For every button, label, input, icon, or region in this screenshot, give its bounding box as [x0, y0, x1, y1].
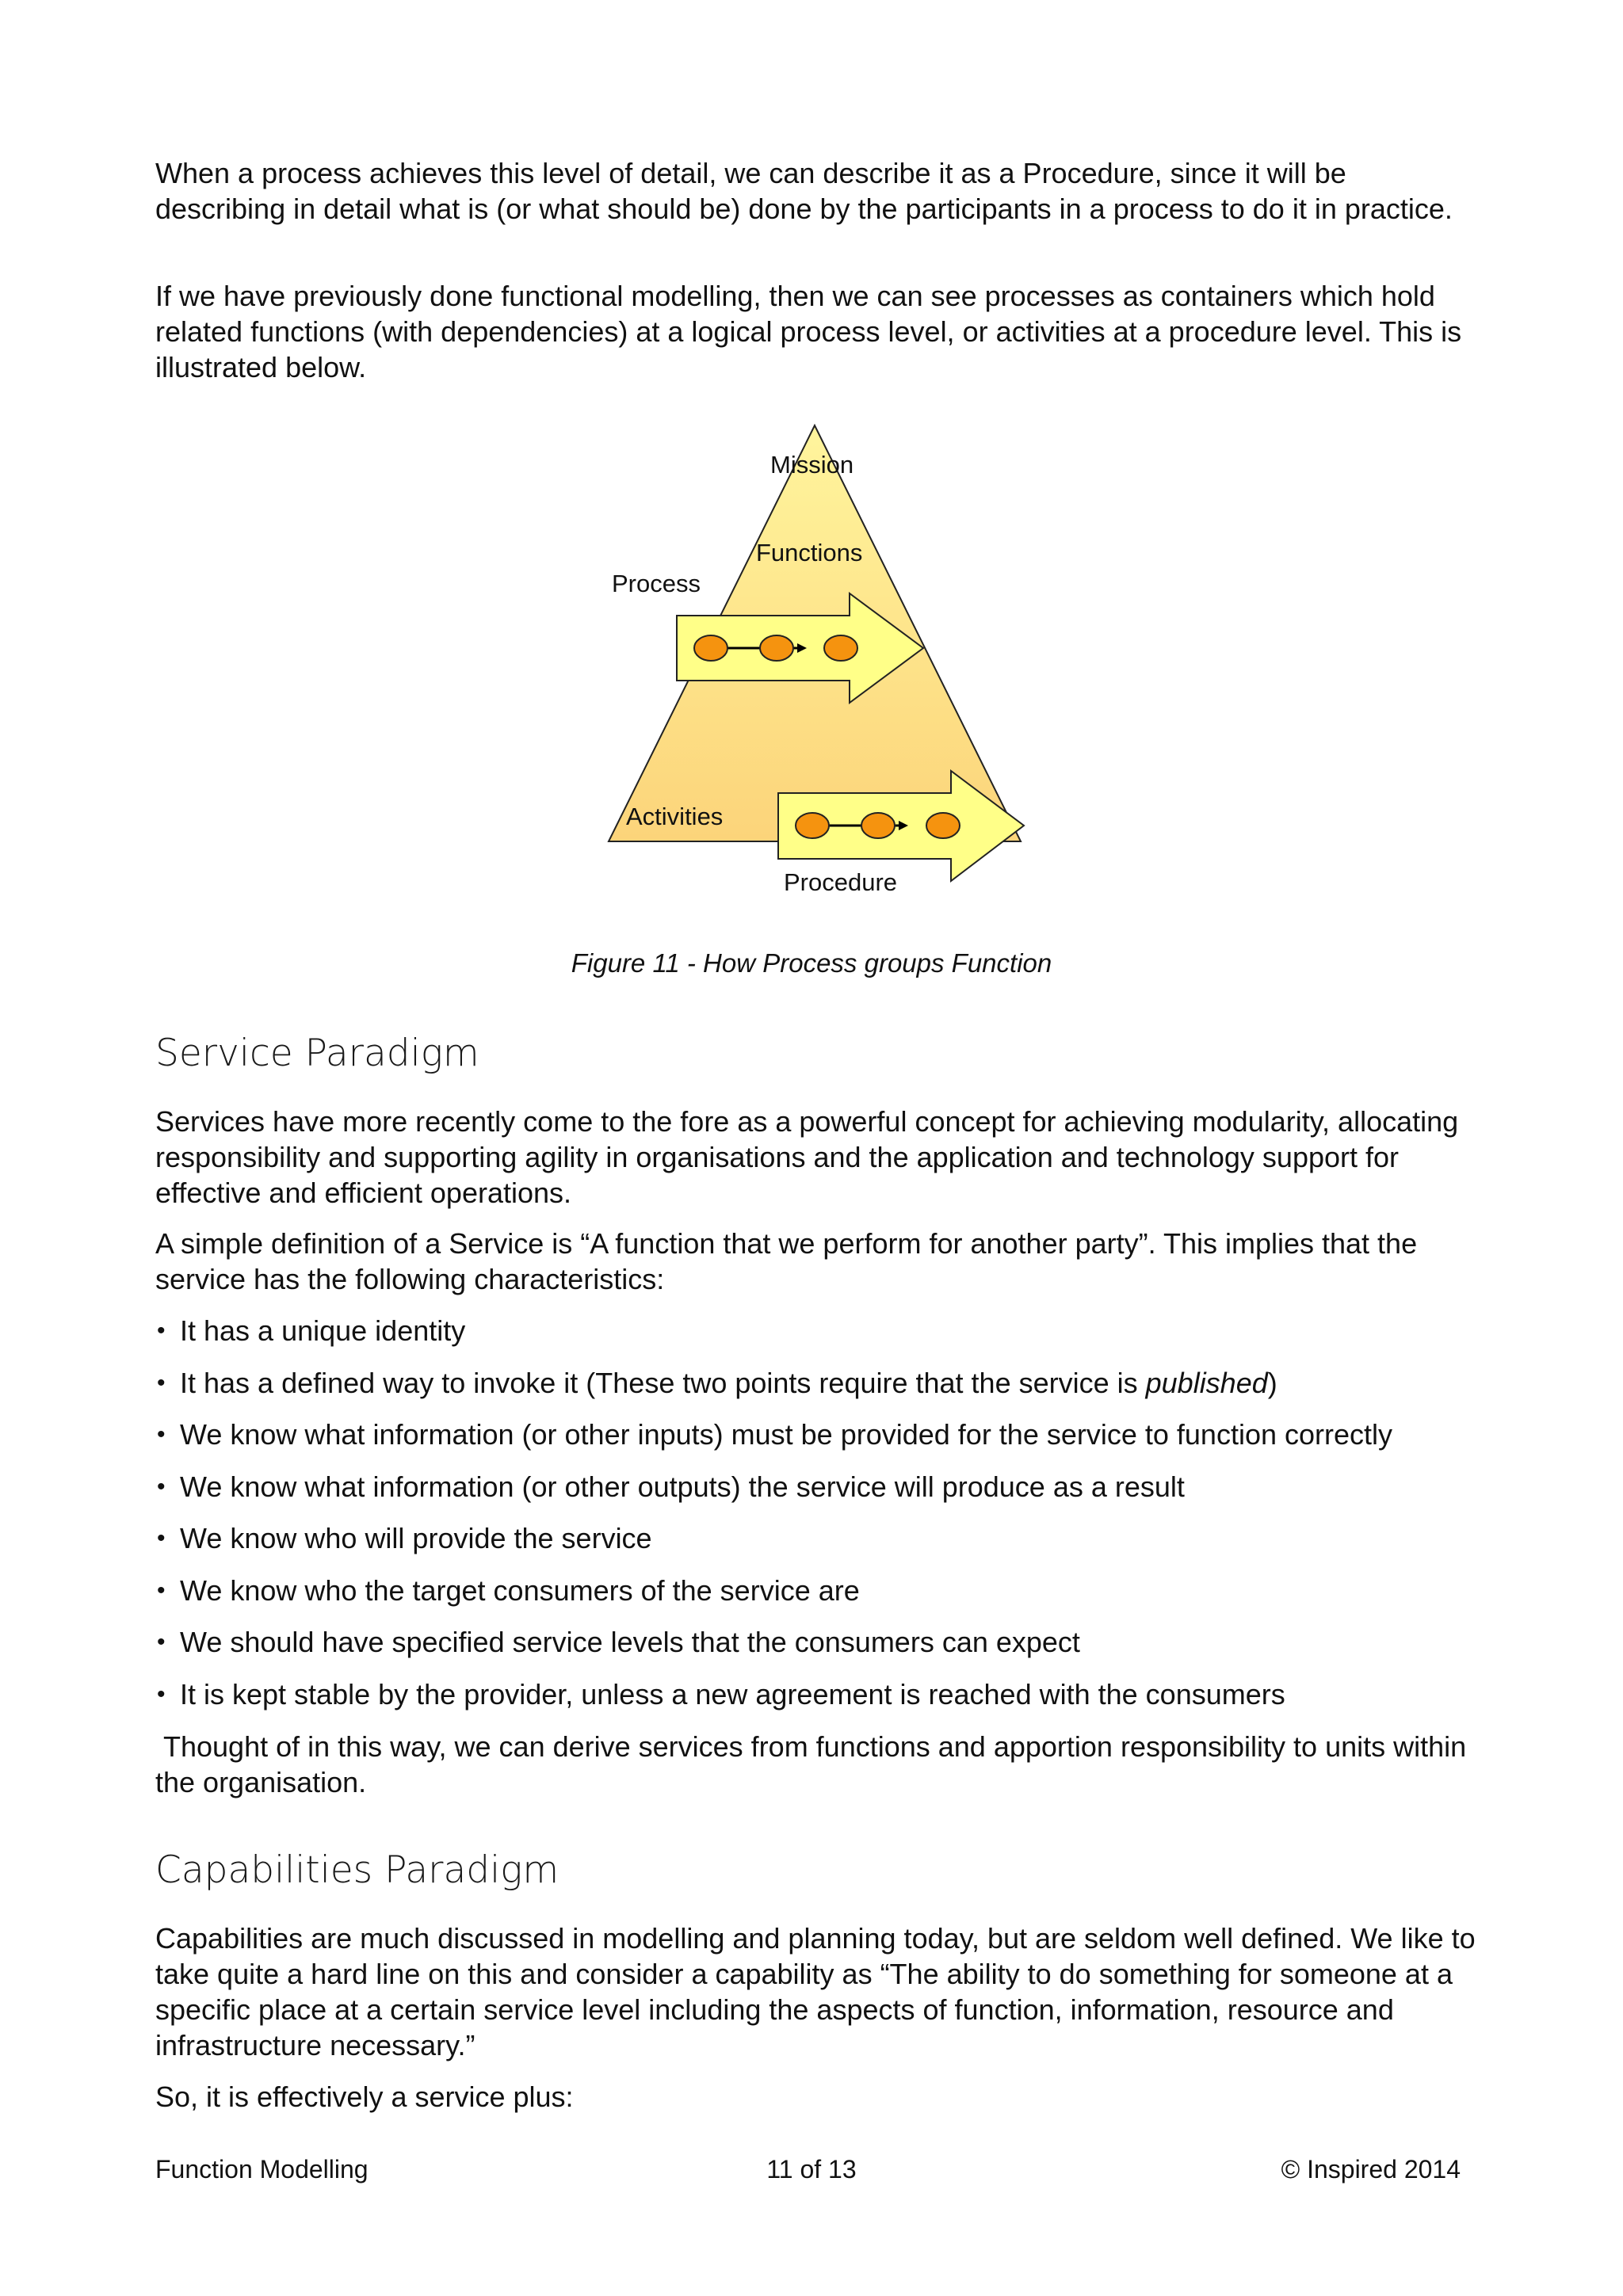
service-paragraph-3: Thought of in this way, we can derive services from functions and apportion responsibility to units within the organisation.	[155, 1730, 1467, 1798]
process-function-figure	[602, 420, 1030, 911]
process-node-2	[760, 635, 793, 661]
footer-left: Function Modelling	[155, 2155, 369, 2183]
procedure-node-1	[796, 813, 829, 838]
service-paragraph-1: Services have more recently come to the fore as a powerful concept for achieving modularity, allocating responsibility and supporting agility in organisations and the application and technology support for effective and efficient operations.	[155, 1105, 1459, 1209]
procedure-node-2	[861, 813, 895, 838]
list-item: • It is kept stable by the provider, unless a new agreement is reached with the consumers	[157, 1677, 1285, 1711]
figure-caption: Figure 11 - How Process groups Function	[571, 948, 1052, 978]
list-item: • We know who the target consumers of the service are	[157, 1573, 860, 1607]
emphasis-published: published	[1145, 1366, 1268, 1399]
process-node-1	[694, 635, 727, 661]
list-item: • It has a unique identity	[157, 1314, 466, 1347]
service-paragraph-2: A simple definition of a Service is “A function that we perform for another party”. This implies that the service has the following characteristics:	[155, 1227, 1418, 1295]
label-process: Process	[612, 570, 701, 597]
label-activities: Activities	[626, 803, 724, 830]
label-functions: Functions	[756, 539, 863, 566]
list-item: • We should have specified service levels that the consumers can expect	[157, 1626, 1080, 1658]
footer-page-number: 11 of 13	[766, 2155, 857, 2183]
list-item: • We know what information (or other outputs) the service will produce as a result	[157, 1470, 1185, 1503]
capabilities-heading: Capabilities Paradigm	[155, 1848, 559, 1892]
label-mission: Mission	[770, 451, 854, 479]
capabilities-paragraph-1: Capabilities are much discussed in modelling and planning today, but are seldom well defined. We like to take quite a hard line on this and consider a capability as “The ability to do something for someone at a specific place at a certain service level including the aspects of function, information, resource and infrastructure necessary.”	[155, 1922, 1476, 2061]
procedure-node-3	[926, 813, 960, 838]
intro-paragraph-2: If we have previously done functional modelling, then we can see processes as containers which hold related functions (with dependencies) at a logical process level, or activities at a procedure level. This is illustrated below.	[155, 280, 1462, 383]
service-heading: Service Paradigm	[155, 1032, 479, 1075]
footer-copyright: © Inspired 2014	[1281, 2155, 1461, 2183]
process-node-3	[824, 635, 857, 661]
list-item: • We know who will provide the service	[157, 1522, 652, 1554]
service-characteristics-list	[155, 1313, 1518, 1728]
list-item: • It has a defined way to invoke it (These two points require that the service is published)	[157, 1366, 1277, 1399]
label-procedure: Procedure	[784, 868, 898, 896]
capabilities-paragraph-2: So, it is effectively a service plus:	[155, 2081, 574, 2113]
list-item: • We know what information (or other inputs) must be provided for the service to function correctly	[157, 1418, 1393, 1451]
pyramid-diagram	[602, 420, 1030, 911]
intro-paragraph-1: When a process achieves this level of detail, we can describe it as a Procedure, since it will be describing in detail what is (or what should be) done by the participants in a process to do it in practice.	[155, 157, 1453, 225]
